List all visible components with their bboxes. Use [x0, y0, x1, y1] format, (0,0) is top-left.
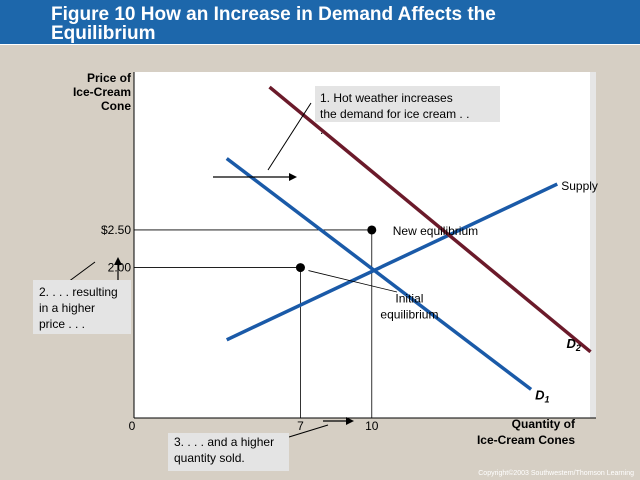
x-tick-0: 0 — [128, 419, 136, 433]
series-label-d2: $D_2$ — [566, 335, 581, 353]
new-equilibrium-label: New equilibrium — [392, 223, 479, 238]
x-tick-10: 10 — [365, 419, 379, 433]
series-label-supply: Supply — [561, 179, 598, 194]
callout-3-text: 3. . . . and a higher quantity sold. — [174, 435, 275, 465]
callout-3-pointer — [289, 425, 328, 437]
plot-panel-shadow — [590, 72, 596, 418]
initial-equilibrium-point — [296, 263, 305, 272]
y-axis-label: Price of Ice-Cream Cone — [72, 71, 131, 113]
slide-title: Figure 10 How an Increase in Demand Affects the Equilibrium — [51, 4, 496, 44]
callout-1-text: 1. Hot weather increases the demand for ice cream . . . — [320, 91, 470, 137]
y-tick-200: 2.00 — [107, 260, 131, 275]
initial-equilibrium-label: Initial equilibrium — [380, 291, 439, 322]
plot-panel — [134, 72, 596, 418]
x-tick-7: 7 — [297, 419, 304, 433]
callout-2-pointer — [68, 262, 95, 282]
new-equilibrium-point — [367, 225, 376, 234]
copyright-text: Copyright©2003 Southwestern/Thomson Learning — [478, 470, 634, 477]
callout-2-text: 2. . . . resulting in a higher price . . . — [39, 285, 118, 331]
series-label-d1: $D_1$ — [535, 387, 550, 405]
x-axis-label: Quantity of Ice-Cream Cones — [476, 417, 575, 447]
y-tick-250: $2.50 — [100, 222, 131, 237]
